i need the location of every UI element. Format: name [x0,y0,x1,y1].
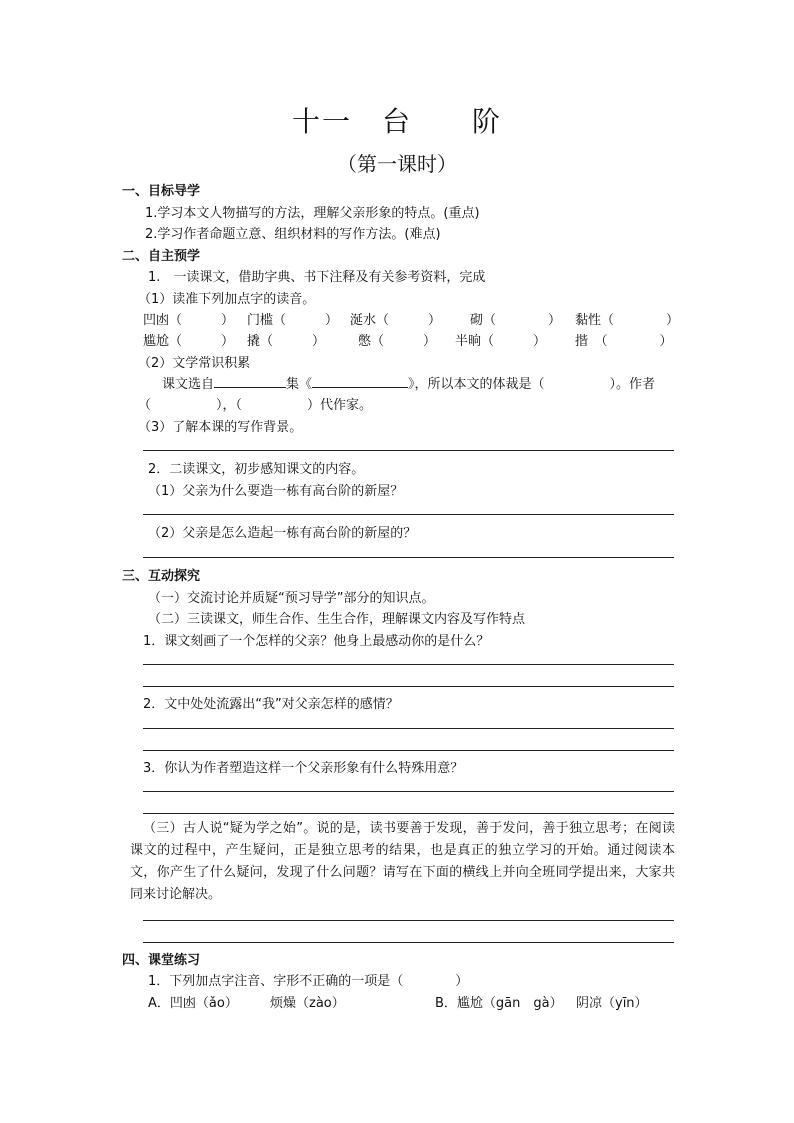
literature-text-c: 》，所以本文的体裁是（ ）。作者 [408,377,656,392]
answer-line[interactable] [143,557,674,558]
literature-heading: （2）文学常识积累 [138,356,251,371]
pron-item-kai[interactable]: 揩 （ ） [575,334,673,349]
answer-line[interactable] [143,750,674,751]
pronunciation-instruction: （1）读准下列加点字的读音。 [138,292,316,307]
literature-text-b: 集《 [286,377,313,392]
literature-line-1 [162,373,655,392]
pron-item-xianshui[interactable]: 涎水（ ） [350,313,442,328]
option-a-word-1[interactable]: A．凹凼（ǎo） [148,996,238,1011]
explore-part-3-paragraph: （三）古人说“疑为学之始”。说的是，读书要善于发现，善于发问，善于独立思考；在阅读课文的过程中，产生疑问，正是独立思考的结果，也是真正的独立学习的开始。通过阅读本文，你产生了什么疑问，发现了什么问题？请写在下面的横线上并向全班同学提出来，大家共同来讨论解决。 [130,821,675,902]
book-blank[interactable] [312,375,408,388]
explore-question-1: 1．课文刻画了一个怎样的父亲？他身上最感动你的是什么？ [143,634,490,649]
pron-item-bie[interactable]: 憋（ ） [358,334,437,349]
section-heading-preview: 二、自主预学 [122,249,201,264]
question-new-house-why: （1）父亲为什么要造一栋有高台阶的新屋？ [148,484,404,499]
goal-item-1: 1.学习本文人物描写的方法，理解父亲形象的特点。(重点) [145,206,480,221]
option-b-word-1[interactable]: B．尴尬（gān gà） [435,996,563,1011]
preview-question-2: 2．二读课文，初步感知课文的内容。 [148,462,365,477]
explore-question-2: 2．文中处处流露出“我”对父亲怎样的感情？ [143,697,399,712]
pron-item-aodang[interactable]: 凹凼（ ） [143,313,235,328]
practice-question-1: 1．下列加点字注音、字形不正确的一项是（ ） [148,974,469,989]
pron-item-banshang[interactable]: 半晌（ ） [455,334,547,349]
pron-item-ganga[interactable]: 尴尬（ ） [143,334,235,349]
answer-line[interactable] [143,791,674,792]
question-new-house-how: （2）父亲是怎么造起一栋有高台阶的新屋的？ [148,526,417,541]
answer-line[interactable] [143,664,674,665]
pron-item-nianxing[interactable]: 黏性（ ） [575,313,680,328]
answer-line[interactable] [143,450,674,451]
answer-line[interactable] [143,686,674,687]
answer-line[interactable] [143,920,674,921]
section-heading-goals: 一、目标导学 [122,184,201,199]
answer-line[interactable] [143,728,674,729]
answer-line[interactable] [143,942,674,943]
literature-text-a: 课文选自 [162,377,215,392]
option-b-word-2[interactable]: 阴凉（yīn） [576,996,648,1011]
explore-part-1: （一）交流讨论并质疑“预习导学”部分的知识点。 [148,591,435,606]
goal-item-2: 2.学习作者命题立意、组织材料的写作方法。(难点) [145,227,441,242]
pron-item-qi[interactable]: 砌（ ） [470,313,562,328]
page-subtitle: （第一课时） [337,152,457,176]
background-instruction: （3）了解本课的写作背景。 [138,420,303,435]
literature-line-2: （ ），（ ）代作家。 [138,398,373,413]
explore-part-2: （二）三读课文，师生合作、生生合作，理解课文内容及写作特点 [148,612,526,627]
explore-question-3: 3．你认为作者塑造这样一个父亲形象有什么特殊用意？ [143,761,464,776]
section-heading-practice: 四、课堂练习 [122,953,201,968]
collection-blank[interactable] [214,375,286,388]
pron-item-menkan[interactable]: 门槛（ ） [247,313,339,328]
option-a-word-2[interactable]: 烦燥（zào） [270,996,345,1011]
answer-line[interactable] [143,813,674,814]
section-heading-explore: 三、互动探究 [122,569,201,584]
page-title: 十一 台 阶 [291,105,502,138]
preview-question-1: 1. 一读课文，借助字典、书下注释及有关参考资料，完成 [148,270,486,285]
pron-item-qiao[interactable]: 撬（ ） [247,334,326,349]
answer-line[interactable] [143,514,674,515]
